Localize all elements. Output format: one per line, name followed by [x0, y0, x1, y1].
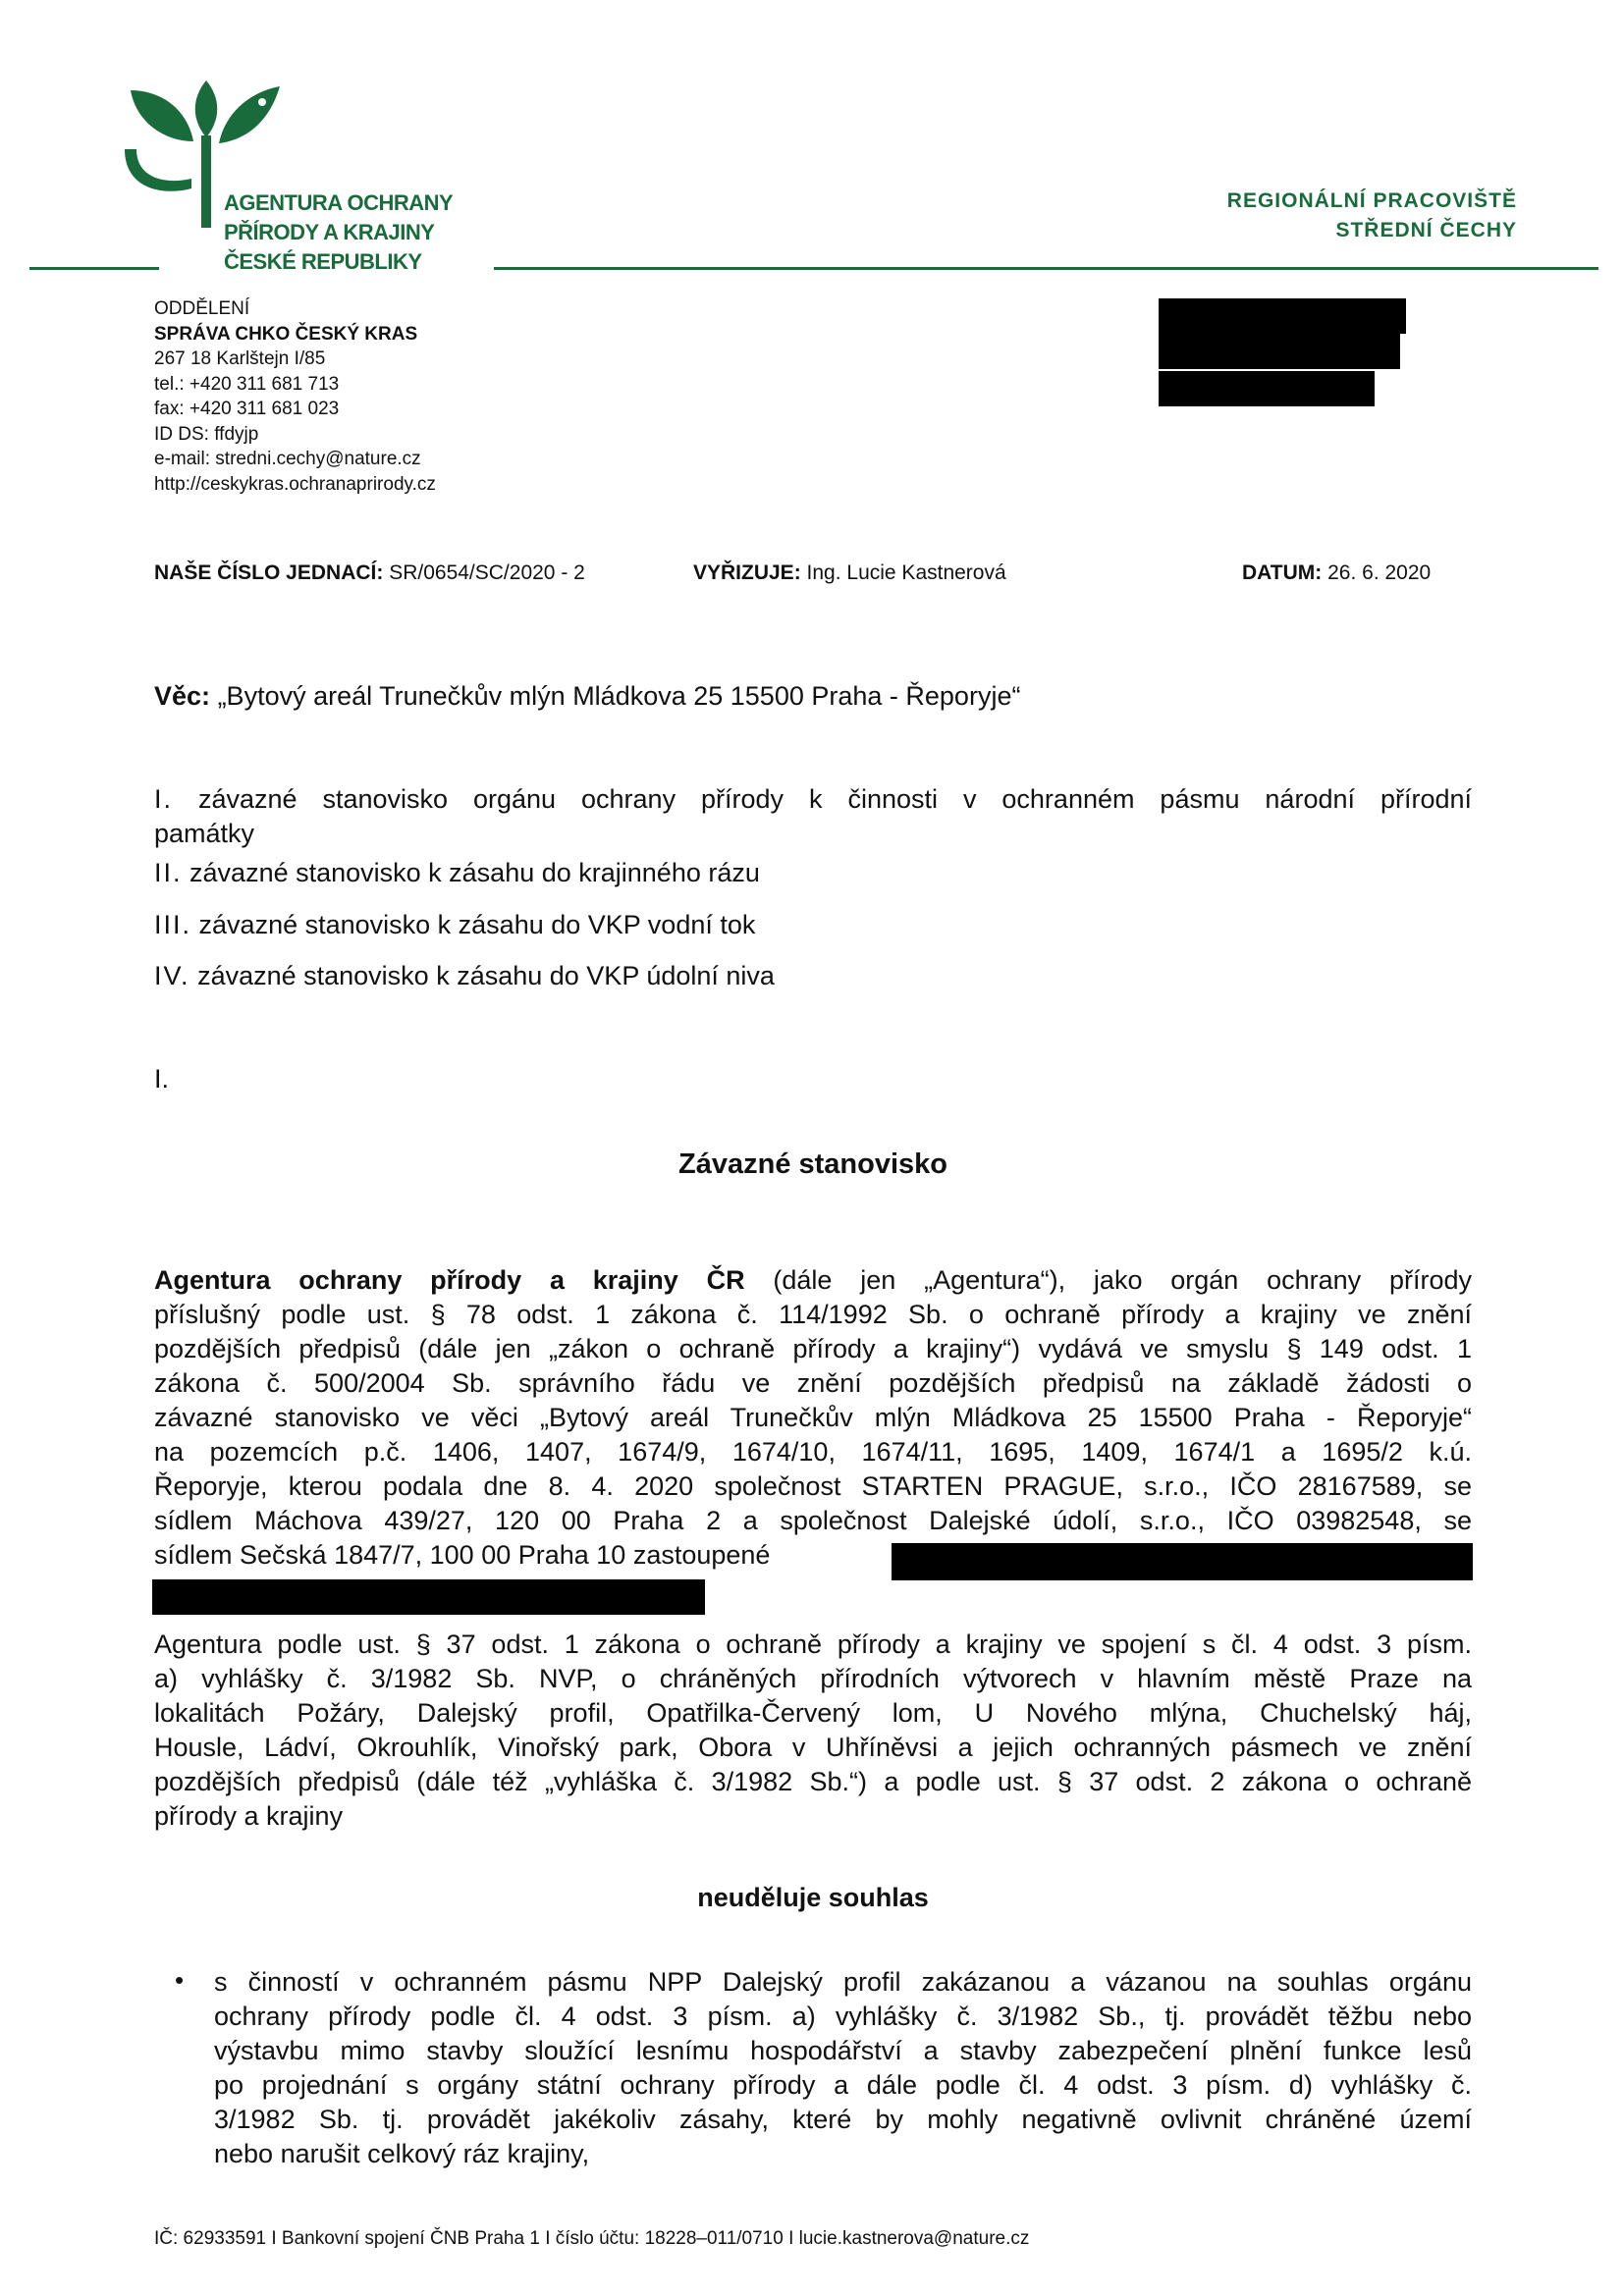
list-item-1: [154, 782, 1472, 817]
sender-address: 267 18 Karlštejn I/85: [154, 348, 326, 369]
subject-label: Věc:: [154, 681, 211, 711]
list-item-3: [154, 908, 755, 942]
list-item-4: [154, 959, 775, 993]
para1-line: pozdějších předpisů (dále jen „zákon o ochraně přírody a krajiny“) vydává ve smyslu § 149 odst. 1: [154, 1334, 1472, 1363]
bullet-line: nebo narušit celkový ráz krajiny,: [214, 2139, 590, 2168]
para1-line: příslušný podle ust. § 78 odst. 1 zákona č. 114/1992 Sb. o ochraně přírody a krajiny ve znění: [154, 1300, 1472, 1329]
bullet-line: výstavbu mimo stavby sloužící lesnímu hospodářství a stavby zabezpečení plnění funkce lesů: [214, 2036, 1472, 2065]
para2-line: a) vyhlášky č. 3/1982 Sb. NVP, o chráněných přírodních výtvorech v hlavním městě Praze na: [154, 1664, 1472, 1693]
paragraph-legal-basis: [154, 1628, 1472, 1834]
region-label: [1227, 187, 1517, 245]
redacted-recipient-line-1: [1159, 298, 1406, 334]
logo-wordmark: [224, 188, 453, 277]
para2-line: lokalitách Požáry, Dalejský profil, Opatřilka-Červený lom, U Nového mlýna, Chuchelský háj,: [154, 1698, 1472, 1728]
date: [1242, 561, 1431, 585]
item-text: závazné stanovisko k zásahu do VKP údolní niva: [197, 961, 775, 990]
section-number: I.: [154, 1064, 170, 1094]
para1-line: sídlem Sečská 1847/7, 100 00 Praha 10 zastoupené: [154, 1540, 771, 1570]
handled-by: [693, 561, 1006, 585]
sender-block: [154, 296, 436, 497]
dept-name: SPRÁVA CHKO ČESKÝ KRAS: [154, 323, 418, 345]
agency-name: Agentura ochrany přírody a krajiny ČR: [154, 1265, 745, 1295]
subject-text: „Bytový areál Trunečkův mlýn Mládkova 25 15500 Praha - Řeporyje“: [217, 681, 1021, 711]
para2-line: Housle, Ládví, Okrouhlík, Vinořský park, Obora v Uhříněvsi a jejich ochranných pásmech ve znění: [154, 1733, 1472, 1762]
redacted-recipient-line-2: [1159, 334, 1400, 369]
bullet-text: [214, 1965, 1472, 2171]
redacted-recipient-line-3: [1159, 371, 1375, 406]
para1-line: (dále jen „Agentura“), jako orgán ochrany přírody: [744, 1265, 1472, 1295]
item-number: II.: [154, 858, 183, 887]
header-rule-left: [29, 267, 159, 270]
bullet-line: po projednání s orgány státní ochrany přírody a dále podle čl. 4 odst. 3 písm. d) vyhlášky č.: [214, 2070, 1472, 2100]
page-title: Závazné stanovisko: [678, 1148, 947, 1180]
cj-label: NAŠE ČÍSLO JEDNACÍ:: [154, 561, 384, 584]
item-text: závazné stanovisko k zásahu do VKP vodní tok: [198, 910, 756, 939]
para2-line: přírody a krajiny: [154, 1801, 344, 1831]
item-number: IV.: [154, 961, 190, 990]
redacted-representative-2: [152, 1579, 705, 1615]
datum-label: DATUM:: [1242, 561, 1323, 584]
para2-line: Agentura podle ust. § 37 odst. 1 zákona o ochraně přírody a krajiny ve spojení s čl. 4 odst. 3 písm.: [154, 1629, 1472, 1659]
logo-line-2: PŘÍRODY A KRAJINY: [224, 220, 435, 244]
subject-line: [154, 681, 1020, 712]
vyrizuje-value: Ing. Lucie Kastnerová: [806, 561, 1006, 584]
page-footer: IČ: 62933591 I Bankovní spojení ČNB Praha 1 I číslo účtu: 18228–011/0710 I lucie.kastnerova@nature.cz: [154, 2228, 1030, 2249]
header-rule-right: [494, 267, 1598, 270]
list-item-1-cont: památky: [154, 819, 255, 848]
para1-line: Řeporyje, kterou podala dne 8. 4. 2020 společnost STARTEN PRAGUE, s.r.o., IČO 28167589, se: [154, 1471, 1472, 1501]
dept-label: ODDĚLENÍ: [154, 298, 250, 319]
logo-line-3: ČESKÉ REPUBLIKY: [224, 249, 422, 274]
sender-fax: fax: +420 311 681 023: [154, 399, 340, 419]
item-text: závazné stanovisko k zásahu do krajinného rázu: [189, 858, 760, 887]
sender-tel: tel.: +420 311 681 713: [154, 373, 340, 395]
para1-line: sídlem Máchova 439/27, 120 00 Praha 2 a společnost Dalejské údolí, s.r.o., IČO 03982548, se: [154, 1506, 1472, 1535]
para1-line: závazné stanovisko ve věci „Bytový areál Trunečkův mlýn Mládkova 25 15500 Praha - Řeporyje“: [154, 1403, 1472, 1432]
bullet-line: 3/1982 Sb. tj. provádět jakékoliv zásahy, které by mohly negativně ovlivnit chráněné území: [214, 2105, 1472, 2134]
item-number: III.: [154, 910, 192, 939]
sender-ds: ID DS: ffdyjp: [154, 423, 259, 445]
bullet-line: s činností v ochranném pásmu NPP Dalejský profil zakázanou a vázanou na souhlas orgánu: [214, 1967, 1472, 1997]
paragraph-request: [154, 1263, 1472, 1573]
logo-line-1: AGENTURA OCHRANY: [224, 190, 454, 215]
bullet-line: ochrany přírody podle čl. 4 odst. 3 písm. a) vyhlášky č. 3/1982 Sb., tj. provádět těžbu nebo: [214, 2002, 1472, 2031]
decision-heading: neuděluje souhlas: [697, 1883, 929, 1912]
sender-email: e-mail: stredni.cechy@nature.cz: [154, 449, 421, 469]
datum-value: 26. 6. 2020: [1327, 561, 1432, 584]
reference-number: [154, 561, 585, 585]
list-item-2: [154, 856, 760, 890]
para1-line: zákona č. 500/2004 Sb. správního řádu ve znění pozdějších předpisů na základě žádosti o: [154, 1368, 1472, 1398]
vyrizuje-label: VYŘIZUJE:: [693, 561, 801, 584]
region-line-2: STŘEDNÍ ČECHY: [1335, 219, 1517, 241]
bullet-symbol: •: [175, 1965, 185, 1995]
region-line-1: REGIONÁLNÍ PRACOVIŠTĚ: [1226, 189, 1517, 212]
para1-line: na pozemcích p.č. 1406, 1407, 1674/9, 1674/10, 1674/11, 1695, 1409, 1674/1 a 1695/2 k.ú.: [154, 1437, 1472, 1467]
para2-line: pozdějších předpisů (dále též „vyhláška č. 3/1982 Sb.“) a podle ust. § 37 odst. 2 zákona o ochraně: [154, 1767, 1472, 1796]
sender-web: http://ceskykras.ochranaprirody.cz: [154, 473, 436, 495]
item-number: I.: [154, 784, 174, 814]
cj-value: SR/0654/SC/2020 - 2: [389, 561, 585, 584]
item-text: závazné stanovisko orgánu ochrany přírody k činnosti v ochranném pásmu národní přírodní: [197, 784, 1472, 814]
redacted-representative-1: [892, 1543, 1473, 1580]
